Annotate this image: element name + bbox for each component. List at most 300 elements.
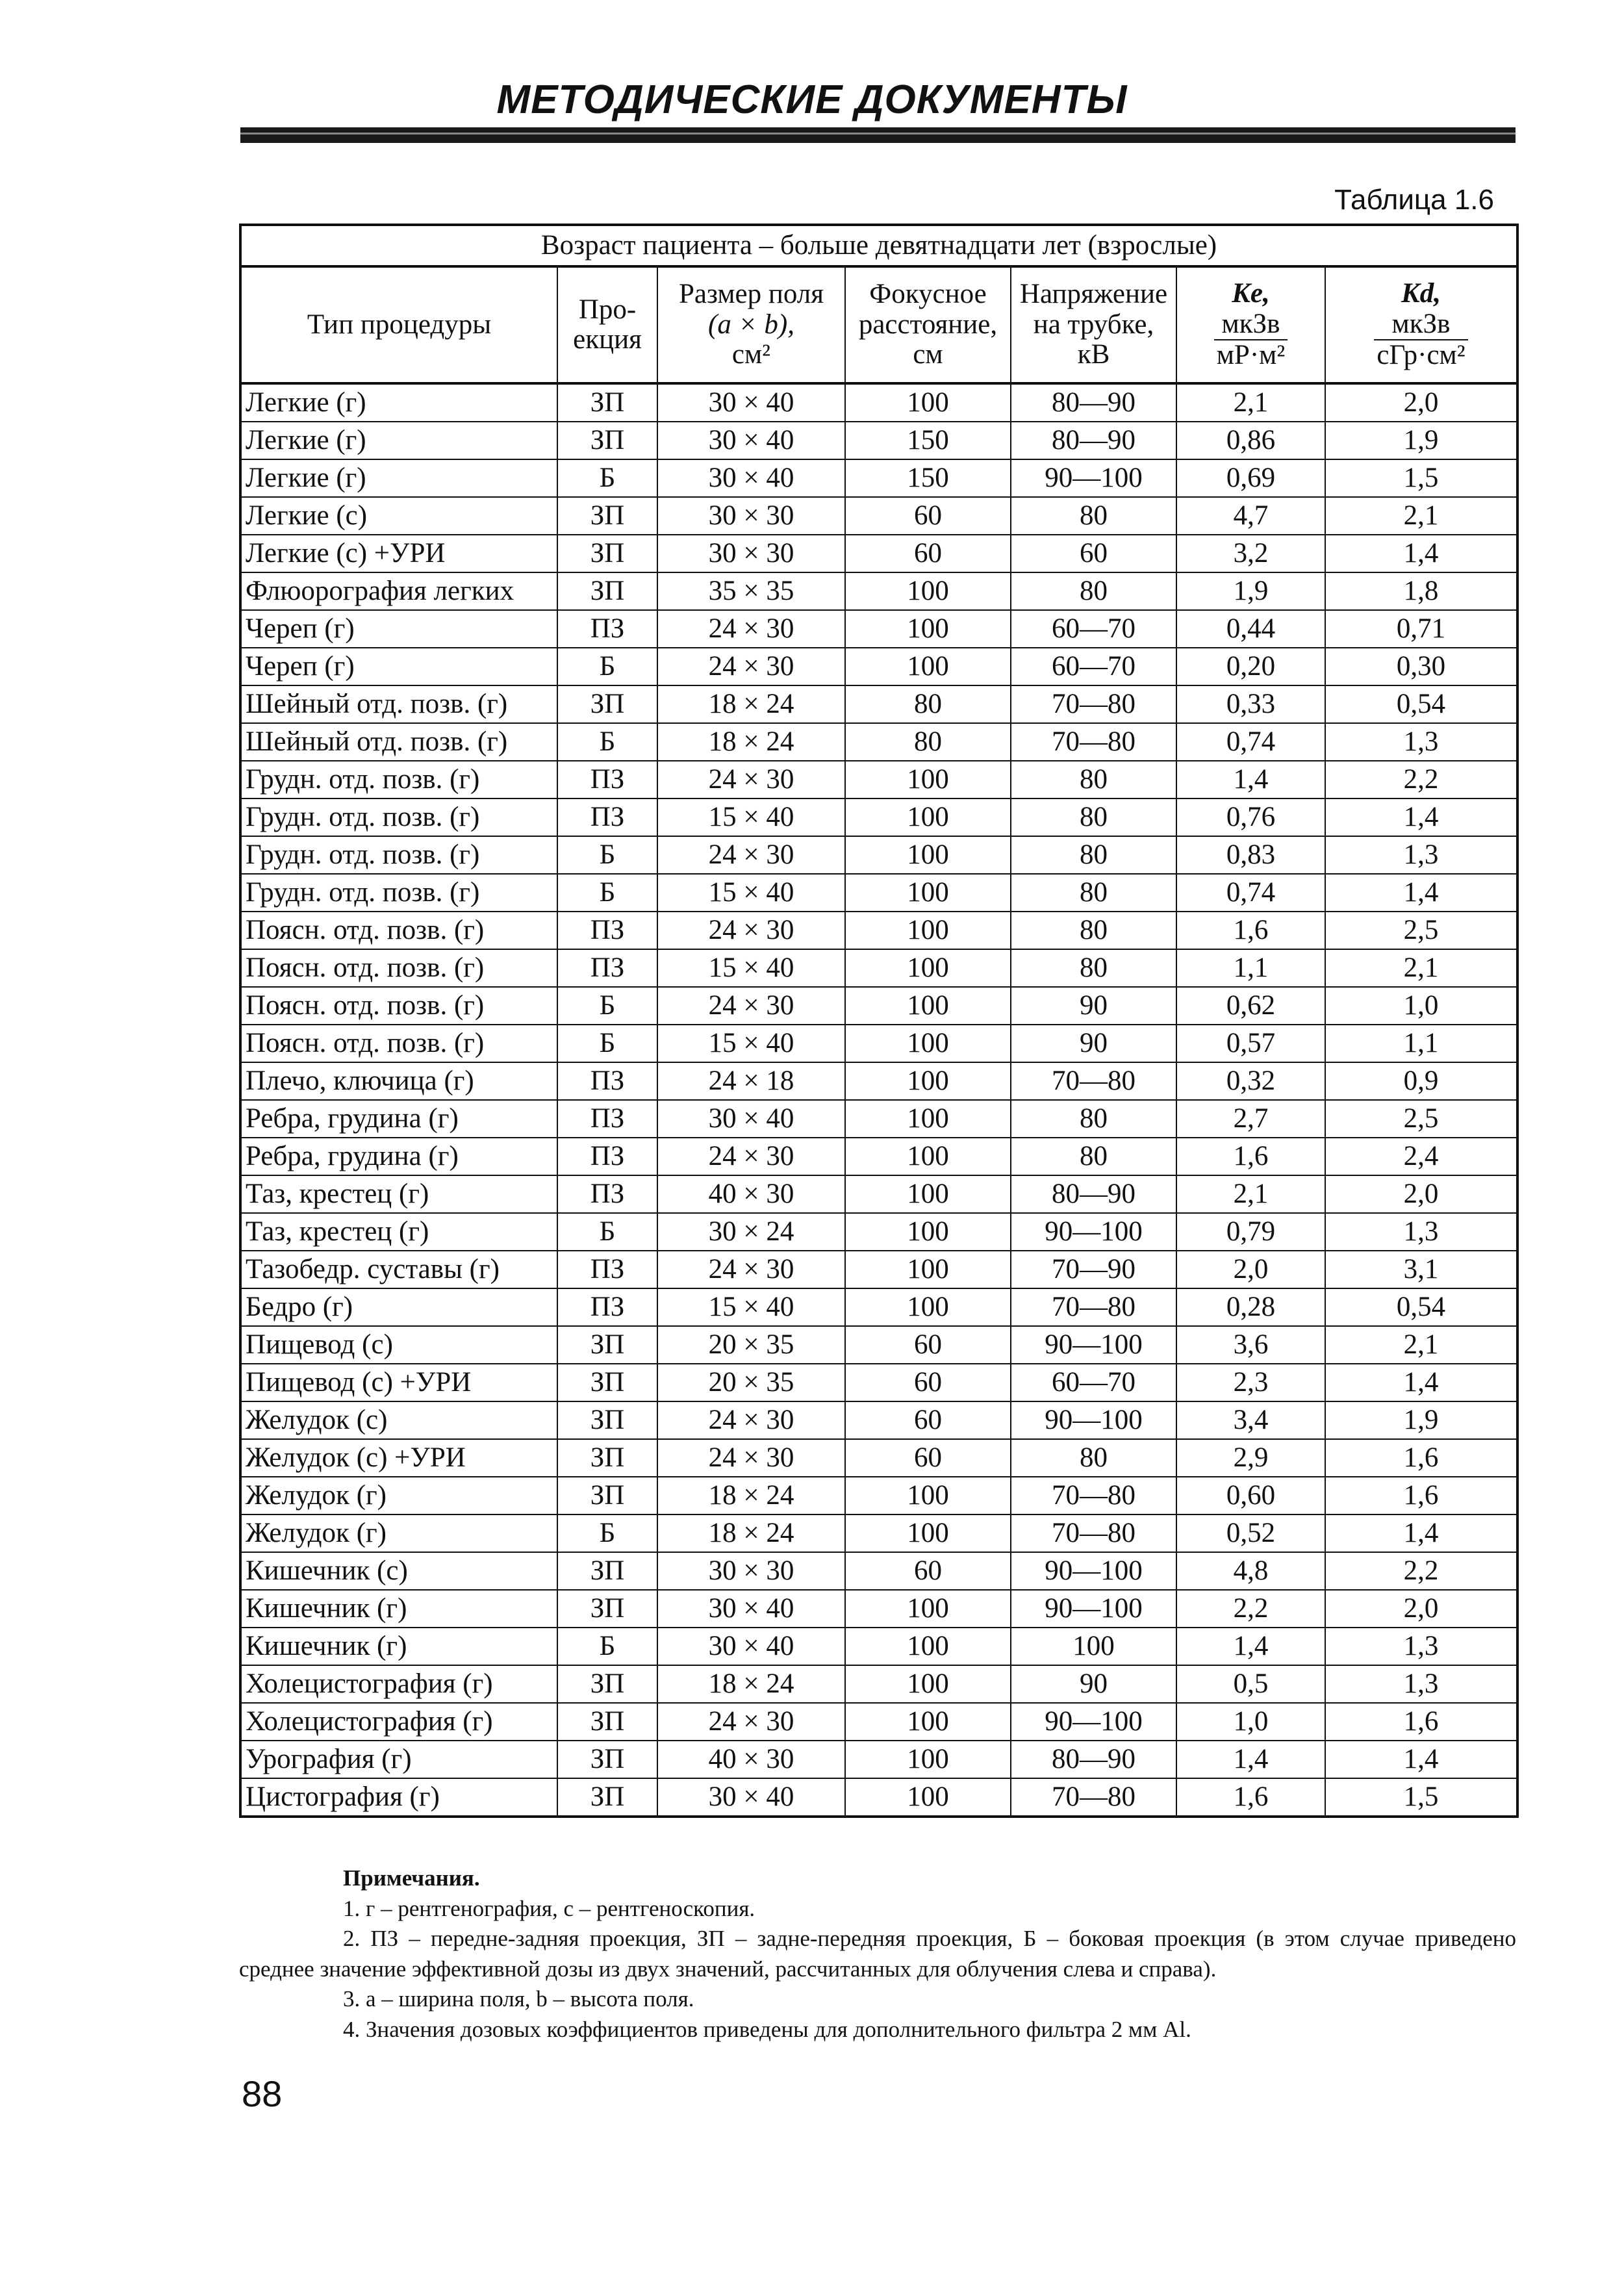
header-rule	[240, 127, 1516, 143]
projection-cell: ЗП	[557, 1326, 657, 1364]
procedure-cell: Бедро (г)	[240, 1288, 557, 1326]
procedure-cell: Флюорография легких	[240, 572, 557, 610]
procedure-cell: Легкие (г)	[240, 422, 557, 459]
table-row	[240, 1778, 1517, 1817]
projection-cell: ЗП	[557, 383, 657, 422]
focal-distance-cell: 100	[845, 1778, 1011, 1817]
projection-cell: ЗП	[557, 535, 657, 572]
focal-distance-cell: 100	[845, 1665, 1011, 1703]
ke-cell: 4,8	[1176, 1552, 1325, 1590]
projection-cell: ЗП	[557, 685, 657, 723]
table-row	[240, 1514, 1517, 1552]
procedure-cell: Холецистография (г)	[240, 1703, 557, 1741]
ke-cell: 0,74	[1176, 874, 1325, 912]
table-row	[240, 1062, 1517, 1100]
projection-cell: ЗП	[557, 1778, 657, 1817]
tube-voltage-cell: 80	[1011, 572, 1176, 610]
procedure-cell: Грудн. отд. позв. (г)	[240, 799, 557, 836]
tube-voltage-cell: 90	[1011, 1665, 1176, 1703]
col-header-focal-distance: Фокусное расстояние, см	[845, 266, 1011, 383]
procedure-cell: Поясн. отд. позв. (г)	[240, 912, 557, 949]
table-row	[240, 1138, 1517, 1175]
focal-distance-cell: 60	[845, 535, 1011, 572]
field-size-cell: 30 × 40	[657, 422, 845, 459]
table-row	[240, 383, 1517, 422]
table-row	[240, 497, 1517, 535]
field-size-cell: 24 × 30	[657, 1251, 845, 1288]
kd-cell: 2,5	[1325, 912, 1517, 949]
focal-distance-cell: 100	[845, 1251, 1011, 1288]
table-body	[240, 383, 1517, 1817]
procedure-cell: Ребра, грудина (г)	[240, 1100, 557, 1138]
procedure-cell: Желудок (с) +УРИ	[240, 1439, 557, 1477]
focal-distance-cell: 100	[845, 572, 1011, 610]
procedure-cell: Цистография (г)	[240, 1778, 557, 1817]
kd-cell: 1,0	[1325, 987, 1517, 1025]
ke-cell: 2,7	[1176, 1100, 1325, 1138]
focal-distance-cell: 100	[845, 1741, 1011, 1778]
focal-distance-cell: 60	[845, 497, 1011, 535]
projection-cell: ЗП	[557, 1703, 657, 1741]
ke-cell: 0,33	[1176, 685, 1325, 723]
ke-cell: 0,44	[1176, 610, 1325, 648]
procedure-cell: Грудн. отд. позв. (г)	[240, 874, 557, 912]
ke-cell: 3,2	[1176, 535, 1325, 572]
projection-cell: Б	[557, 723, 657, 761]
procedure-cell: Поясн. отд. позв. (г)	[240, 949, 557, 987]
procedure-cell: Желудок (г)	[240, 1477, 557, 1514]
projection-cell: Б	[557, 1025, 657, 1062]
tube-voltage-cell: 100	[1011, 1628, 1176, 1665]
procedure-cell: Тазобедр. суставы (г)	[240, 1251, 557, 1288]
kd-cell: 1,1	[1325, 1025, 1517, 1062]
tube-voltage-cell: 80	[1011, 497, 1176, 535]
kd-cell: 1,3	[1325, 836, 1517, 874]
projection-cell: Б	[557, 459, 657, 497]
field-size-cell: 30 × 40	[657, 1100, 845, 1138]
field-size-cell: 30 × 30	[657, 497, 845, 535]
field-size-cell: 30 × 40	[657, 1778, 845, 1817]
projection-cell: ПЗ	[557, 949, 657, 987]
running-header-title: МЕТОДИЧЕСКИЕ ДОКУМЕНТЫ	[496, 77, 1128, 122]
tube-voltage-cell: 80	[1011, 836, 1176, 874]
tube-voltage-cell: 80	[1011, 874, 1176, 912]
procedure-cell: Шейный отд. позв. (г)	[240, 723, 557, 761]
kd-cell: 1,4	[1325, 1364, 1517, 1401]
procedure-cell: Поясн. отд. позв. (г)	[240, 1025, 557, 1062]
ke-cell: 1,6	[1176, 1138, 1325, 1175]
procedure-cell: Легкие (с)	[240, 497, 557, 535]
kd-cell: 2,1	[1325, 1326, 1517, 1364]
ke-cell: 0,83	[1176, 836, 1325, 874]
tube-voltage-cell: 80	[1011, 1439, 1176, 1477]
focal-distance-cell: 100	[845, 1477, 1011, 1514]
ke-cell: 3,4	[1176, 1401, 1325, 1439]
kd-cell: 1,4	[1325, 799, 1517, 836]
procedure-cell: Таз, крестец (г)	[240, 1175, 557, 1213]
notes-section	[239, 1863, 1516, 2045]
projection-cell: Б	[557, 648, 657, 685]
field-size-cell: 24 × 18	[657, 1062, 845, 1100]
table-row	[240, 1665, 1517, 1703]
table-row	[240, 1025, 1517, 1062]
focal-distance-cell: 80	[845, 685, 1011, 723]
field-size-cell: 40 × 30	[657, 1741, 845, 1778]
projection-cell: Б	[557, 1628, 657, 1665]
field-size-cell: 24 × 30	[657, 836, 845, 874]
kd-cell: 1,9	[1325, 422, 1517, 459]
focal-distance-cell: 100	[845, 761, 1011, 799]
projection-cell: ЗП	[557, 1401, 657, 1439]
table-row	[240, 459, 1517, 497]
projection-cell: ПЗ	[557, 912, 657, 949]
projection-cell: ПЗ	[557, 1175, 657, 1213]
projection-cell: ПЗ	[557, 1138, 657, 1175]
note-item: 4. Значения дозовых коэффициентов приведены для дополнительного фильтра 2 мм Al.	[343, 2016, 1191, 2042]
table-row	[240, 1741, 1517, 1778]
projection-cell: ПЗ	[557, 799, 657, 836]
table-row	[240, 723, 1517, 761]
table-row	[240, 1288, 1517, 1326]
ke-cell: 0,69	[1176, 459, 1325, 497]
field-size-cell: 24 × 30	[657, 1138, 845, 1175]
projection-cell: ЗП	[557, 422, 657, 459]
tube-voltage-cell: 70—80	[1011, 723, 1176, 761]
field-size-cell: 24 × 30	[657, 1439, 845, 1477]
ke-cell: 1,4	[1176, 1741, 1325, 1778]
focal-distance-cell: 100	[845, 987, 1011, 1025]
field-size-cell: 24 × 30	[657, 1703, 845, 1741]
focal-distance-cell: 100	[845, 1590, 1011, 1628]
projection-cell: ЗП	[557, 1364, 657, 1401]
kd-cell: 1,6	[1325, 1477, 1517, 1514]
table-row	[240, 1213, 1517, 1251]
ke-cell: 1,0	[1176, 1703, 1325, 1741]
projection-cell: ЗП	[557, 1552, 657, 1590]
col-header-tube-voltage: Напряжение на трубке, кВ	[1011, 266, 1176, 383]
kd-cell: 0,30	[1325, 648, 1517, 685]
field-size-cell: 18 × 24	[657, 723, 845, 761]
table-row	[240, 422, 1517, 459]
kd-cell: 1,3	[1325, 1665, 1517, 1703]
focal-distance-cell: 100	[845, 383, 1011, 422]
projection-cell: ЗП	[557, 1477, 657, 1514]
ke-cell: 0,20	[1176, 648, 1325, 685]
tube-voltage-cell: 80—90	[1011, 383, 1176, 422]
focal-distance-cell: 100	[845, 1628, 1011, 1665]
kd-cell: 2,0	[1325, 1590, 1517, 1628]
procedure-cell: Урография (г)	[240, 1741, 557, 1778]
field-size-cell: 30 × 24	[657, 1213, 845, 1251]
table-row	[240, 874, 1517, 912]
table-row	[240, 836, 1517, 874]
kd-cell: 1,3	[1325, 1628, 1517, 1665]
table-row	[240, 761, 1517, 799]
tube-voltage-cell: 60—70	[1011, 648, 1176, 685]
focal-distance-cell: 60	[845, 1439, 1011, 1477]
procedure-cell: Грудн. отд. позв. (г)	[240, 836, 557, 874]
procedure-cell: Легкие (г)	[240, 459, 557, 497]
projection-cell: ЗП	[557, 1439, 657, 1477]
tube-voltage-cell: 80	[1011, 1100, 1176, 1138]
table-row	[240, 572, 1517, 610]
field-size-cell: 24 × 30	[657, 761, 845, 799]
kd-cell: 2,4	[1325, 1138, 1517, 1175]
kd-cell: 1,6	[1325, 1703, 1517, 1741]
table-row	[240, 648, 1517, 685]
ke-cell: 4,7	[1176, 497, 1325, 535]
kd-cell: 2,2	[1325, 1552, 1517, 1590]
projection-cell: ЗП	[557, 1665, 657, 1703]
field-size-cell: 30 × 30	[657, 535, 845, 572]
ke-cell: 0,62	[1176, 987, 1325, 1025]
projection-cell: ПЗ	[557, 1251, 657, 1288]
table-row	[240, 987, 1517, 1025]
page-number: 88	[242, 2073, 283, 2114]
focal-distance-cell: 60	[845, 1552, 1011, 1590]
projection-cell: ПЗ	[557, 1100, 657, 1138]
kd-cell: 1,4	[1325, 535, 1517, 572]
focal-distance-cell: 60	[845, 1401, 1011, 1439]
projection-cell: ЗП	[557, 1590, 657, 1628]
tube-voltage-cell: 60—70	[1011, 1364, 1176, 1401]
procedure-cell: Пищевод (с)	[240, 1326, 557, 1364]
kd-cell: 1,9	[1325, 1401, 1517, 1439]
kd-cell: 1,3	[1325, 1213, 1517, 1251]
table-row	[240, 535, 1517, 572]
procedure-cell: Пищевод (с) +УРИ	[240, 1364, 557, 1401]
tube-voltage-cell: 90	[1011, 987, 1176, 1025]
field-size-cell: 15 × 40	[657, 949, 845, 987]
projection-cell: Б	[557, 987, 657, 1025]
ke-cell: 1,1	[1176, 949, 1325, 987]
tube-voltage-cell: 70—80	[1011, 1477, 1176, 1514]
procedure-cell: Желудок (с)	[240, 1401, 557, 1439]
focal-distance-cell: 150	[845, 422, 1011, 459]
kd-cell: 2,1	[1325, 497, 1517, 535]
focal-distance-cell: 100	[845, 799, 1011, 836]
ke-cell: 1,9	[1176, 572, 1325, 610]
field-size-cell: 30 × 40	[657, 1628, 845, 1665]
focal-distance-cell: 100	[845, 1703, 1011, 1741]
procedure-cell: Грудн. отд. позв. (г)	[240, 761, 557, 799]
field-size-cell: 35 × 35	[657, 572, 845, 610]
procedure-cell: Ребра, грудина (г)	[240, 1138, 557, 1175]
kd-cell: 0,71	[1325, 610, 1517, 648]
projection-cell: ПЗ	[557, 1062, 657, 1100]
kd-cell: 1,4	[1325, 1514, 1517, 1552]
focal-distance-cell: 60	[845, 1326, 1011, 1364]
ke-cell: 2,1	[1176, 1175, 1325, 1213]
table-row	[240, 949, 1517, 987]
field-size-cell: 18 × 24	[657, 1477, 845, 1514]
projection-cell: Б	[557, 836, 657, 874]
table-row	[240, 1703, 1517, 1741]
table-row	[240, 912, 1517, 949]
dose-coefficients-table	[239, 224, 1519, 1818]
field-size-cell: 20 × 35	[657, 1326, 845, 1364]
kd-unit-fraction: $\frac{\text{мкЗв}}{\text{сГр·см²}}$	[1374, 309, 1467, 371]
field-size-cell: 24 × 30	[657, 1401, 845, 1439]
ke-cell: 1,4	[1176, 1628, 1325, 1665]
ke-cell: 3,6	[1176, 1326, 1325, 1364]
procedure-cell: Кишечник (г)	[240, 1590, 557, 1628]
table-row	[240, 1628, 1517, 1665]
kd-cell: 2,1	[1325, 949, 1517, 987]
kd-cell: 0,54	[1325, 1288, 1517, 1326]
procedure-cell: Череп (г)	[240, 648, 557, 685]
field-size-cell: 30 × 40	[657, 459, 845, 497]
field-size-cell: 24 × 30	[657, 610, 845, 648]
focal-distance-cell: 100	[845, 1213, 1011, 1251]
table-row	[240, 685, 1517, 723]
focal-distance-cell: 100	[845, 1288, 1011, 1326]
col-header-projection: Про-екция	[557, 266, 657, 383]
projection-cell: ПЗ	[557, 1288, 657, 1326]
procedure-cell: Холецистография (г)	[240, 1665, 557, 1703]
tube-voltage-cell: 80	[1011, 912, 1176, 949]
ke-symbol: Ke,	[1232, 278, 1270, 309]
table-row	[240, 1439, 1517, 1477]
field-size-cell: 30 × 30	[657, 1552, 845, 1590]
procedure-cell: Шейный отд. позв. (г)	[240, 685, 557, 723]
ke-cell: 0,60	[1176, 1477, 1325, 1514]
procedure-cell: Легкие (с) +УРИ	[240, 535, 557, 572]
focal-distance-cell: 100	[845, 1025, 1011, 1062]
projection-cell: Б	[557, 874, 657, 912]
ke-cell: 0,86	[1176, 422, 1325, 459]
field-size-cell: 24 × 30	[657, 912, 845, 949]
tube-voltage-cell: 80	[1011, 761, 1176, 799]
kd-cell: 1,3	[1325, 723, 1517, 761]
tube-voltage-cell: 90—100	[1011, 1703, 1176, 1741]
ke-cell: 2,3	[1176, 1364, 1325, 1401]
procedure-cell: Череп (г)	[240, 610, 557, 648]
focal-distance-cell: 100	[845, 1514, 1011, 1552]
tube-voltage-cell: 90—100	[1011, 459, 1176, 497]
kd-cell: 1,4	[1325, 874, 1517, 912]
procedure-cell: Плечо, ключица (г)	[240, 1062, 557, 1100]
table-row	[240, 1477, 1517, 1514]
field-size-cell: 30 × 40	[657, 1590, 845, 1628]
ke-cell: 1,6	[1176, 912, 1325, 949]
table-row	[240, 1175, 1517, 1213]
field-size-cell: 18 × 24	[657, 1665, 845, 1703]
tube-voltage-cell: 60	[1011, 535, 1176, 572]
focal-distance-cell: 80	[845, 723, 1011, 761]
col-header-field-size: Размер поля (a × b), см²	[657, 266, 845, 383]
table-row	[240, 1552, 1517, 1590]
field-size-cell: 18 × 24	[657, 1514, 845, 1552]
procedure-cell: Легкие (г)	[240, 383, 557, 422]
tube-voltage-cell: 80—90	[1011, 422, 1176, 459]
procedure-cell: Кишечник (г)	[240, 1628, 557, 1665]
tube-voltage-cell: 70—80	[1011, 1288, 1176, 1326]
tube-voltage-cell: 90—100	[1011, 1590, 1176, 1628]
ke-cell: 1,6	[1176, 1778, 1325, 1817]
note-item: 2. ПЗ – передне-задняя проекция, ЗП – задне-передняя проекция, Б – боковая проекция (в этом случае приведено среднее значение эффективной дозы из двух значений, рассчитанных для облучения слева и справа).	[239, 1926, 1516, 1982]
tube-voltage-cell: 80	[1011, 799, 1176, 836]
table-row	[240, 799, 1517, 836]
table-caption: Таблица 1.6	[1334, 184, 1494, 216]
field-size-cell: 30 × 40	[657, 383, 845, 422]
ke-cell: 2,9	[1176, 1439, 1325, 1477]
field-size-cell: 40 × 30	[657, 1175, 845, 1213]
ke-cell: 0,76	[1176, 799, 1325, 836]
field-size-cell: 24 × 30	[657, 987, 845, 1025]
tube-voltage-cell: 70—80	[1011, 1062, 1176, 1100]
kd-cell: 2,0	[1325, 383, 1517, 422]
tube-voltage-cell: 80—90	[1011, 1175, 1176, 1213]
ke-cell: 0,74	[1176, 723, 1325, 761]
tube-voltage-cell: 80	[1011, 1138, 1176, 1175]
focal-distance-cell: 100	[845, 1100, 1011, 1138]
focal-distance-cell: 100	[845, 610, 1011, 648]
field-size-cell: 24 × 30	[657, 648, 845, 685]
procedure-cell: Таз, крестец (г)	[240, 1213, 557, 1251]
tube-voltage-cell: 70—80	[1011, 685, 1176, 723]
ke-cell: 0,28	[1176, 1288, 1325, 1326]
field-size-cell: 15 × 40	[657, 874, 845, 912]
field-size-cell: 20 × 35	[657, 1364, 845, 1401]
table-row	[240, 1100, 1517, 1138]
ke-cell: 2,2	[1176, 1590, 1325, 1628]
col-header-procedure: Тип процедуры	[240, 266, 557, 383]
projection-cell: ЗП	[557, 1741, 657, 1778]
ke-cell: 0,32	[1176, 1062, 1325, 1100]
ke-cell: 0,5	[1176, 1665, 1325, 1703]
focal-distance-cell: 100	[845, 836, 1011, 874]
kd-cell: 3,1	[1325, 1251, 1517, 1288]
ke-cell: 1,4	[1176, 761, 1325, 799]
tube-voltage-cell: 80	[1011, 949, 1176, 987]
procedure-cell: Кишечник (с)	[240, 1552, 557, 1590]
projection-cell: Б	[557, 1514, 657, 1552]
field-size-cell: 15 × 40	[657, 1288, 845, 1326]
focal-distance-cell: 150	[845, 459, 1011, 497]
table-row	[240, 1251, 1517, 1288]
focal-distance-cell: 60	[845, 1364, 1011, 1401]
focal-distance-cell: 100	[845, 648, 1011, 685]
procedure-cell: Поясн. отд. позв. (г)	[240, 987, 557, 1025]
table-row	[240, 1326, 1517, 1364]
tube-voltage-cell: 80—90	[1011, 1741, 1176, 1778]
table-row	[240, 1364, 1517, 1401]
ke-cell: 2,1	[1176, 383, 1325, 422]
age-group-header: Возраст пациента – больше девятнадцати лет (взрослые)	[240, 225, 1517, 266]
focal-distance-cell: 100	[845, 949, 1011, 987]
tube-voltage-cell: 90—100	[1011, 1213, 1176, 1251]
focal-distance-cell: 100	[845, 912, 1011, 949]
note-item: 1. г – рентгенография, с – рентгеноскопия.	[343, 1895, 755, 1921]
kd-cell: 2,5	[1325, 1100, 1517, 1138]
projection-cell: ПЗ	[557, 761, 657, 799]
field-size-cell: 15 × 40	[657, 799, 845, 836]
kd-cell: 1,6	[1325, 1439, 1517, 1477]
kd-cell: 1,8	[1325, 572, 1517, 610]
table-row	[240, 1590, 1517, 1628]
focal-distance-cell: 100	[845, 874, 1011, 912]
col-header-ke	[1176, 266, 1325, 383]
tube-voltage-cell: 90	[1011, 1025, 1176, 1062]
kd-cell: 2,0	[1325, 1175, 1517, 1213]
table-row	[240, 1401, 1517, 1439]
procedure-cell: Желудок (г)	[240, 1514, 557, 1552]
field-size-cell: 18 × 24	[657, 685, 845, 723]
tube-voltage-cell: 90—100	[1011, 1326, 1176, 1364]
projection-cell: ПЗ	[557, 610, 657, 648]
tube-voltage-cell: 90—100	[1011, 1552, 1176, 1590]
